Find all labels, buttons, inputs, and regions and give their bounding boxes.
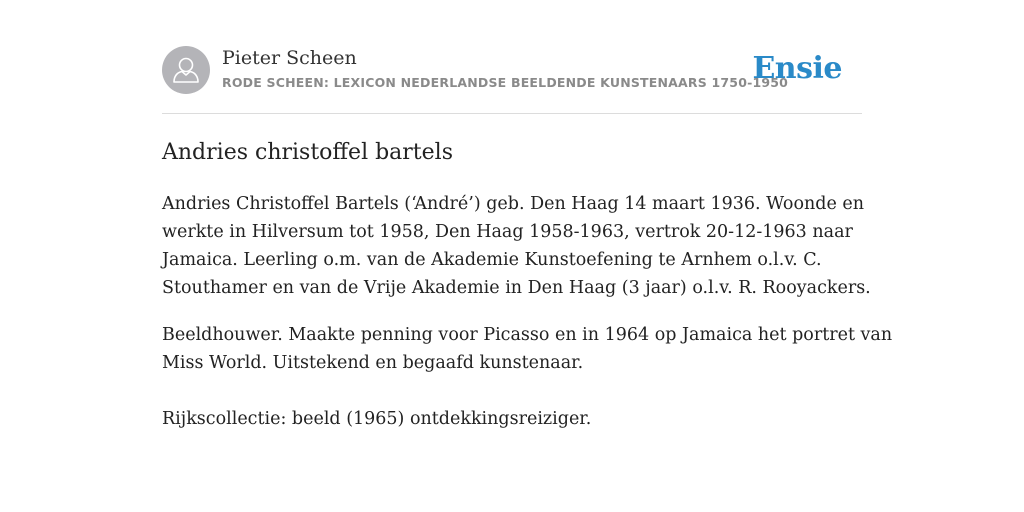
source-title[interactable]: RODE SCHEEN: LEXICON NEDERLANDSE BEELDENDE KUNSTENAARS 1750-1950 (222, 75, 789, 90)
article-title: Andries christoffel bartels (162, 140, 453, 165)
paragraph-line: Jamaica. Leerling o.m. van de Akademie Kunstoefening te Arnhem o.l.v. C. (162, 250, 822, 270)
user-avatar-icon (162, 46, 210, 94)
article-card (162, 0, 893, 512)
author-name[interactable]: Pieter Scheen (222, 47, 357, 69)
paragraph-line: Andries Christoffel Bartels (‘André’) geb. Den Haag 14 maart 1936. Woonde en (162, 194, 865, 214)
paragraph-line: Rijkscollectie: beeld (1965) ontdekkingsreiziger. (162, 409, 592, 429)
paragraph-line: Stouthamer en van de Vrije Akademie in Den Haag (3 jaar) o.l.v. R. Rooyackers. (162, 278, 871, 298)
ensie-logo[interactable]: Ensie (752, 51, 842, 86)
article-paragraph (162, 405, 862, 433)
paragraph-line: Miss World. Uitstekend en begaafd kunstenaar. (162, 353, 584, 373)
paragraph-line: werkte in Hilversum tot 1958, Den Haag 1958-1963, vertrok 20-12-1963 naar (162, 222, 853, 242)
author-avatar[interactable] (162, 46, 210, 94)
article-header (162, 46, 862, 96)
paragraph-line: Beeldhouwer. Maakte penning voor Picasso en in 1964 op Jamaica het portret van (162, 325, 893, 345)
article-paragraph (162, 321, 893, 377)
header-divider (162, 113, 862, 114)
article-paragraph (162, 190, 871, 302)
